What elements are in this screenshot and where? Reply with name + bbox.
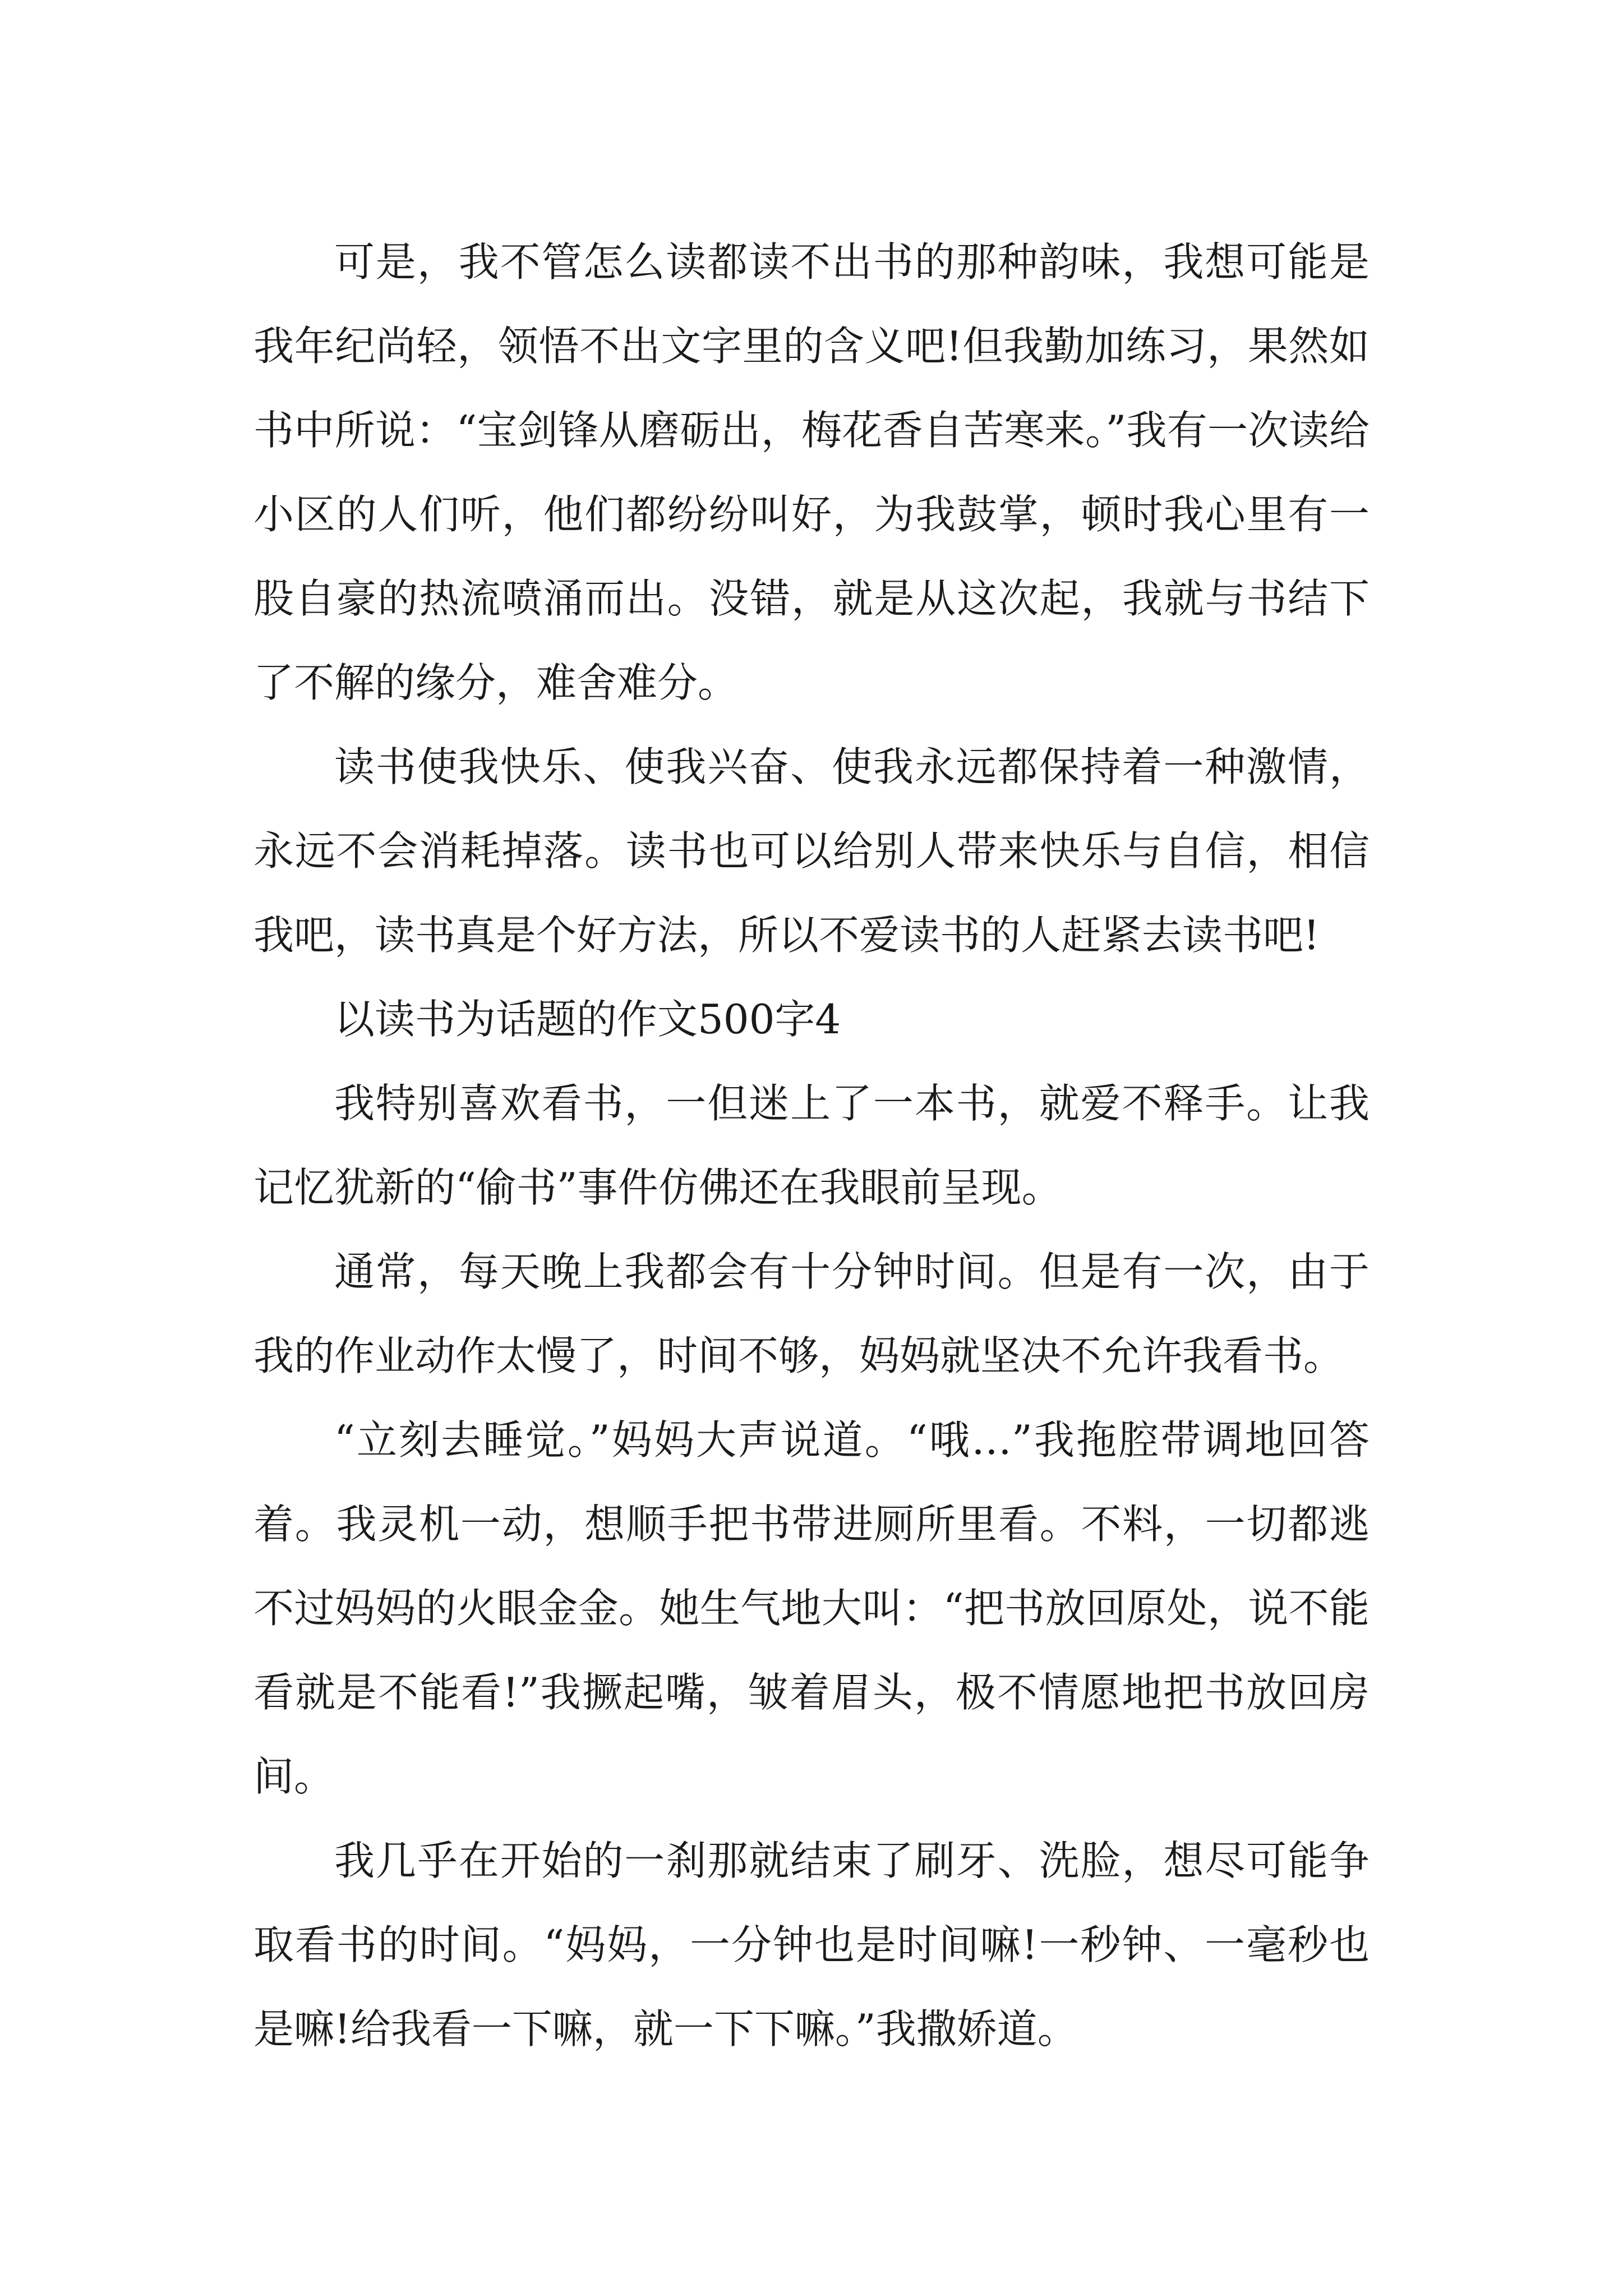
document-page xyxy=(253,220,1370,2071)
paragraph: 可是，我不管怎么读都读不出书的那种韵味，我想可能是我年纪尚轻，领悟不出文字里的含义吧!但我勤加练习，果然如书中所说：“宝剑锋从磨砺出，梅花香自苦寒来。”我有一次读给小区的人们听，他们都纷纷叫好，为我鼓掌，顿时我心里有一股自豪的热流喷涌而出。没错，就是从这次起，我就与书结下了不解的缘分，难舍难分。 xyxy=(253,238,1370,706)
paragraph: 我特别喜欢看书，一但迷上了一本书，就爱不释手。让我记忆犹新的“偷书”事件仿佛还在我眼前呈现。 xyxy=(253,1080,1370,1211)
paragraph: “立刻去睡觉。”妈妈大声说道。“哦…”我拖腔带调地回答着。我灵机一动，想顺手把书带进厕所里看。不料，一切都逃不过妈妈的火眼金金。她生气地大叫：“把书放回原处，说不能看就是不能看!”我撅起嘴，皱着眉头，极不情愿地把书放回房间。 xyxy=(253,1416,1370,1800)
paragraph: 读书使我快乐、使我兴奋、使我永远都保持着一种激情，永远不会消耗掉落。读书也可以给别人带来快乐与自信，相信我吧，读书真是个好方法，所以不爱读书的人赶紧去读书吧! xyxy=(253,743,1370,959)
paragraph: 通常，每天晚上我都会有十分钟时间。但是有一次，由于我的作业动作太慢了，时间不够，妈妈就坚决不允许我看书。 xyxy=(253,1248,1370,1379)
paragraph: 我几乎在开始的一刹那就结束了刷牙、洗脸，想尽可能争取看书的时间。“妈妈，一分钟也是时间嘛!一秒钟、一毫秒也是嘛!给我看一下嘛，就一下下嘛。”我撒娇道。 xyxy=(253,1837,1370,2053)
section-title: 以读书为话题的作文500字4 xyxy=(334,996,841,1043)
